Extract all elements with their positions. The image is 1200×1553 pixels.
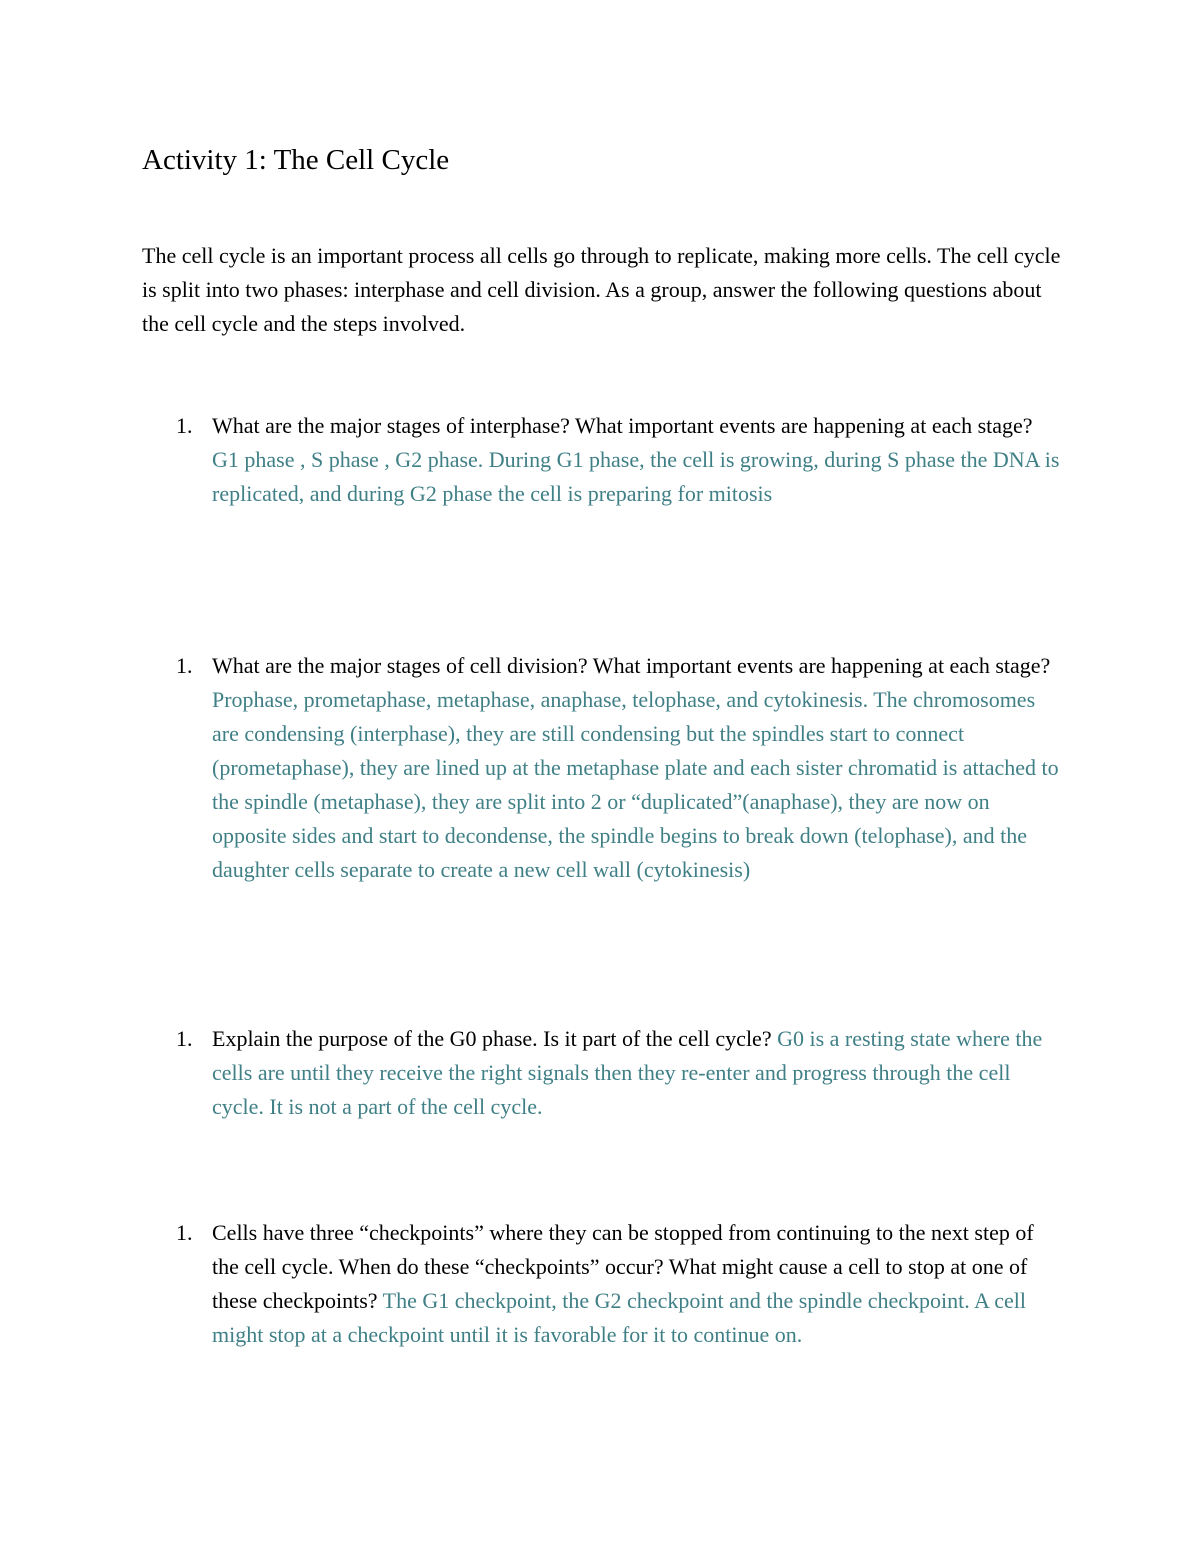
answer-text: Prophase, prometaphase, metaphase, anaphase, telophase, and cytokinesis. The chromosomes are condensing (interphase), they are still condensing but the spindles start to connect (prometaphase), they are lined up at the metaphase plate and each sister chromatid is attached to the spindle (metaphase), they are split into 2 or “duplicated”(anaphase), they are now on opposite sides and start to decondense, the spindle begins to break down (telophase), and the daughter cells separate to create a new cell wall (cytokinesis) [212, 687, 1059, 882]
question-number: 1. [176, 653, 193, 678]
question-item-2 [142, 649, 1062, 887]
question-body [212, 1022, 1062, 1124]
question-number: 1. [176, 413, 193, 438]
answer-text: G1 phase , S phase , G2 phase. During G1 phase, the cell is growing, during S phase the DNA is replicated, and during G2 phase the cell is preparing for mitosis [212, 447, 1060, 506]
intro-paragraph: The cell cycle is an important process all cells go through to replicate, making more cells. The cell cycle is split into two phases: interphase and cell division. As a group, answer the following questions about the cell cycle and the steps involved. [142, 243, 1061, 336]
question-body [212, 1216, 1062, 1352]
answer-text: G0 is a resting state where the cells are until they receive the right signals then they re-enter and progress through the cell cycle. It is not a part of the cell cycle. [212, 1026, 1043, 1119]
answer-text: The G1 checkpoint, the G2 checkpoint and the spindle checkpoint. A cell might stop at a checkpoint until it is favorable for it to continue on. [212, 1288, 1026, 1347]
document-title: Activity 1: The Cell Cycle [142, 144, 450, 176]
question-item-4 [142, 1216, 1062, 1352]
question-item-1 [142, 409, 1062, 511]
question-text: Cells have three “checkpoints” where they can be stopped from continuing to the next step of the cell cycle. When do these “checkpoints” occur? What might cause a cell to stop at one of these checkpoints? [212, 1220, 1034, 1313]
question-text: Explain the purpose of the G0 phase. Is it part of the cell cycle? [212, 1026, 772, 1051]
question-item-3 [142, 1022, 1062, 1124]
question-number: 1. [176, 1220, 193, 1245]
question-text: What are the major stages of interphase? What important events are happening at each stage? [212, 413, 1033, 438]
question-text: What are the major stages of cell division? What important events are happening at each stage? [212, 653, 1051, 678]
question-number: 1. [176, 1026, 193, 1051]
question-body [212, 649, 1062, 887]
question-body [212, 409, 1062, 511]
